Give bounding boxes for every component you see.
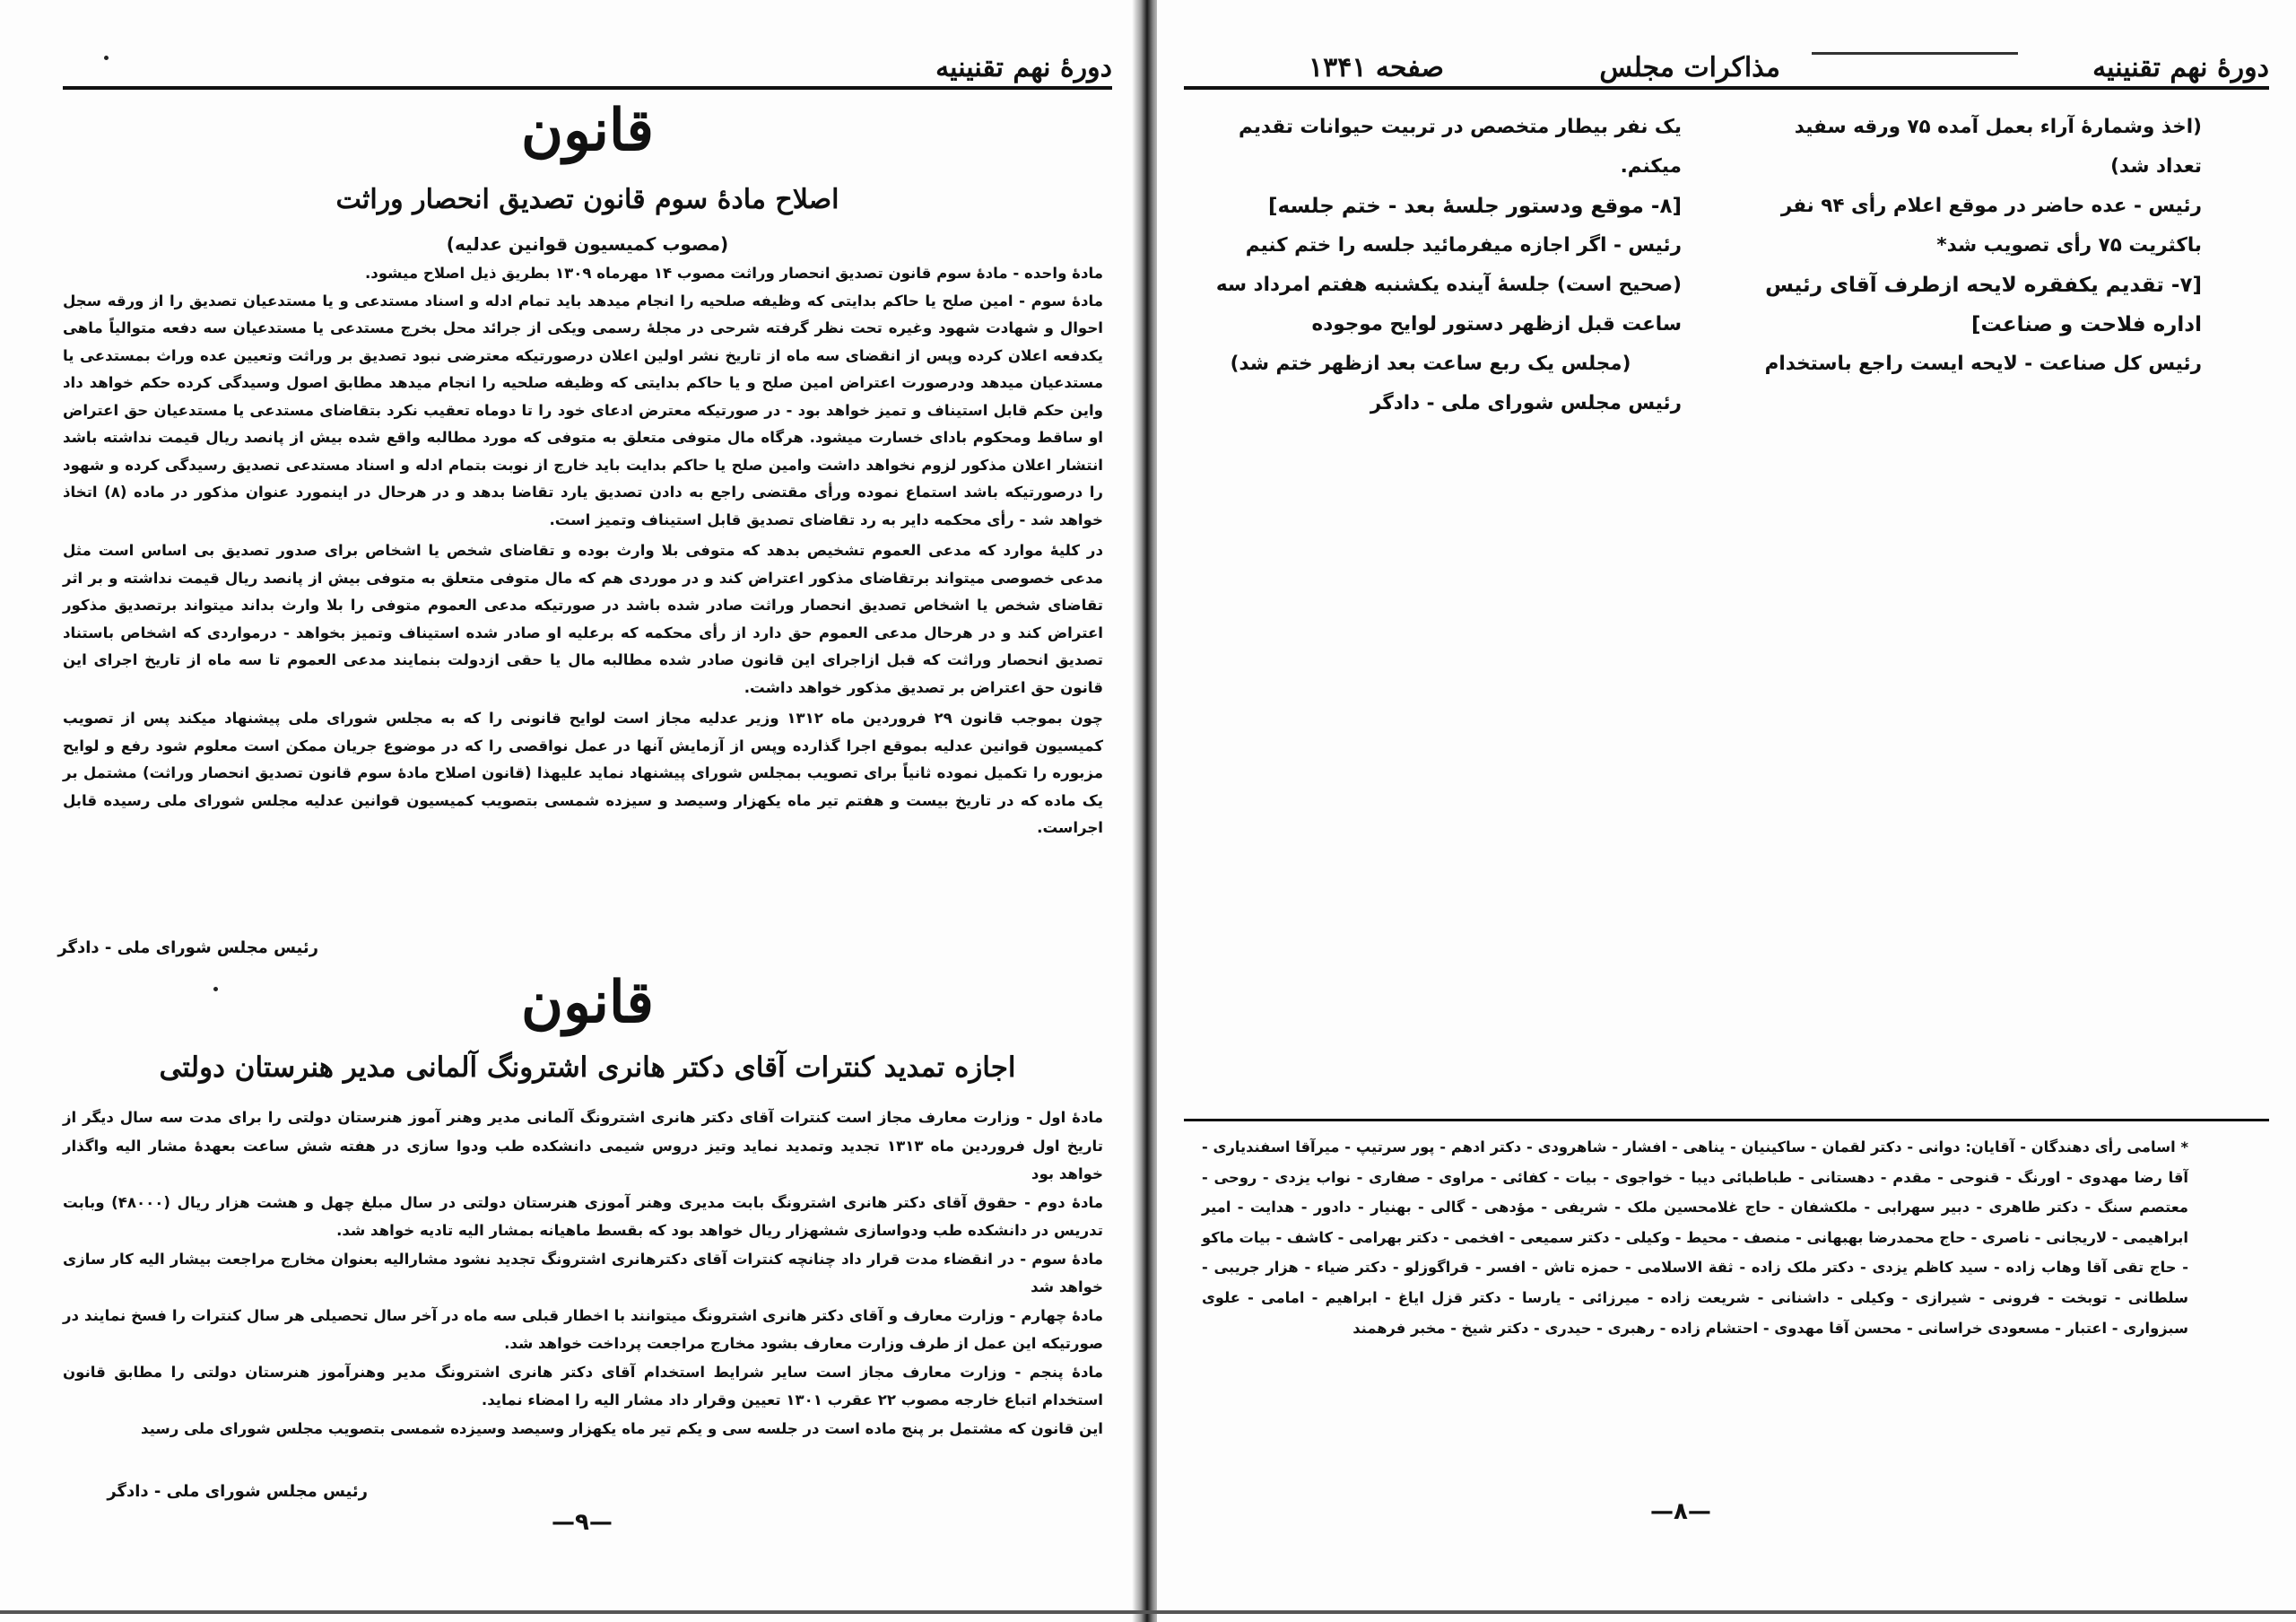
law2-title: اجازه تمدید کنترات آقای دکتر هانری اشترونگ آلمانی مدیر هنرستان دولتی bbox=[159, 1051, 1016, 1084]
footnote-rule bbox=[1184, 1119, 2269, 1121]
law2-heading: قانون bbox=[521, 969, 654, 1036]
right-column-paragraph: رئیس کل صناعت - لایحه ایست راجع باستخدام bbox=[1764, 353, 2202, 375]
law1-body bbox=[63, 260, 1103, 842]
scan-noise bbox=[1812, 52, 2018, 55]
left-header-session: دورهٔ نهم تقنینیه bbox=[935, 52, 1112, 83]
law1-heading: قانون bbox=[521, 97, 654, 164]
left-page bbox=[0, 0, 1139, 1622]
left-page-number: —۹— bbox=[552, 1509, 613, 1536]
left-column-paragraph: یک نفر بیطار متخصص در تربیت حیوانات تقدیم میکنم. bbox=[1239, 116, 1682, 178]
law1-signature: رئیس مجلس شورای ملی - دادگر bbox=[57, 938, 318, 957]
right-header-title: مذاکرات مجلس bbox=[1599, 52, 1780, 83]
law1-paragraph: چون بموجب قانون ۲۹ فروردین ماه ۱۳۱۲ وزیر عدلیه مجاز است لوایح قانونی را که به مجلس شورای ملی پیشنهاد میکند پس از تصویب کمیسیون قوانین عدلیه بموقع اجرا گذارده وپس از آزمایش آنها در عمل نواقصی را که در موضوع جریان ممکن است معلوم شود رفع و لوایح مزبوره را تکمیل نموده ثانیاً برای تصویب بمجلس شورای پیشنهاد نماید علیهذا (قانون اصلاح مادهٔ سوم قانون تصدیق انحصار وراثت) مشتمل بر یک ماده که در تاریخ بیست و هفتم تیر ماه یکهزار وسیصد و سیزده شمسی بتصویب کمیسیون قوانین عدلیه مجلس شورای ملی رسیده قابل اجراست. bbox=[63, 710, 1103, 836]
law2-paragraph: مادهٔ سوم - در انقضاء مدت قرار داد چنانچه کنترات آقای دکترهانری اشترونگ تجدید نشود مشارالیه بعنوان مخارج مراجعت بیشار الیه کار سازی خواهد شد bbox=[63, 1250, 1103, 1295]
scan-bottom-edge bbox=[0, 1610, 2296, 1614]
left-column-signature: رئیس مجلس شورای ملی - دادگر bbox=[1370, 392, 1682, 414]
law2-paragraph: مادهٔ چهارم - وزارت معارف و آقای دکتر هانری اشترونگ میتوانند با اخطار قبلی سه ماه در آخر سال تحصیلی هر سال کنترات را فسخ نمایند در صورتیکه این عمل از طرف وزارت معارف بشود مخارج مراجعت پرداخت خواهد شد. bbox=[63, 1306, 1103, 1352]
law2-paragraph: مادهٔ پنجم - وزارت معارف مجاز است سایر شرایط استخدام آقای دکتر هانری اشترونگ مدیر وهنرآموز هنرستان دولتی را مطابق قانون استخدام اتباع خارجه مصوب ۲۲ عقرب ۱۳۰۱ تعیین وقرار داد مشار الیه را امضاء نماید. bbox=[63, 1363, 1103, 1408]
scan-speck bbox=[213, 987, 218, 991]
left-header-rule bbox=[63, 86, 1112, 90]
law1-approved-note: (مصوب کمیسیون قوانین عدلیه) bbox=[446, 233, 729, 255]
law1-paragraph: مادهٔ سوم - امین صلح یا حاکم بدایتی که وظیفه صلحیه را انجام میدهد باید تمام ادله و اسناد مستدعی و یا مستدعیان تصدیق را از ورقه سجل احوال و شهادت شهود وغیره تحت نظر گرفته شرحی در مجلهٔ رسمی ویکی از جرائد محل بخرج مستدعی یا مستدعیان سه دفعه متوالیاً ماهی یکدفعه اعلان کرده وپس از انقضای سه ماه از تاریخ نشر اولین اعلان درصورتیکه معترضی نبود تصدیق بر وراثت وتعیین عده وراث بمستدعی یا مستدعیان میدهد ودرصورت اعتراض امین صلح و یا حاکم بدایتی که وظیفه صلحیه را انجام میدهد مطابق اصول وسیدگی کرده حکم خواهد داد واین حکم قابل استیناف و تمیز خواهد بود - در صورتیکه معترض ادعای خود را تا دوماه تعقیب نکرد بتقاضای مستدعی یا مستدعیان حق اعتراض او ساقط ومحکوم بادای خسارت میشود. هرگاه مال متوفی متعلق به متوفی که مورد مطالبه واقع شده بیش از پانصد ریال قیمت نداشته باشد انتشار اعلان مذکور لزوم نخواهد داشت وامین صلح یا حاکم بدایت باید خارج از نوبت بتمام ادله و اسناد مستدعی تصدیق رسیدگی کرده و شهود را درصورتیکه باشد استماع نموده ورأی مقتضی راجع به دادن تصدیق یارد تقاضا بدهد و در هرحال در اینمورد عنوان مذکور در ماده (۸) اتخاذ خواهد شد - رأی محکمه دایر به رد تقاضای تصدیق قابل استیناف وتمیز است. bbox=[63, 292, 1103, 528]
right-page-number: —۸— bbox=[1650, 1498, 1711, 1525]
left-column-paragraph: رئیس - اگر اجازه میفرمائید جلسه را ختم کنیم (صحیح است) جلسهٔ آینده یکشنبه هفتم امرداد سه ساعت قبل ازظهر دستور لوایح موجوده bbox=[1215, 234, 1682, 336]
left-page-header bbox=[63, 47, 1112, 88]
law2-paragraph: این قانون که مشتمل بر پنج ماده است در جلسه سی و یکم تیر ماه یکهزار وسیصد وسیزده شمسی بتصویب مجلس شورای ملی رسید bbox=[141, 1419, 1103, 1437]
law2-body bbox=[63, 1103, 1103, 1443]
right-column-section-heading: [۷- تقدیم یکفقره لایحه ازطرف آقای رئیس اداره فلاحت و صناعت] bbox=[1765, 274, 2202, 336]
right-column bbox=[1744, 108, 2202, 384]
right-column-paragraph: رئیس - عده حاضر در موقع اعلام رأی ۹۴ نفر باکثریت ۷۵ رأی تصویب شد* bbox=[1780, 195, 2202, 257]
law1-paragraph: مادهٔ واحده - مادهٔ سوم قانون تصدیق انحصار وراثت مصوب ۱۴ مهرماه ۱۳۰۹ بطریق ذیل اصلاح میشود. bbox=[364, 265, 1103, 282]
right-page-header bbox=[1184, 47, 2269, 88]
right-header-rule bbox=[1184, 86, 2269, 90]
law2-signature: رئیس مجلس شورای ملی - دادگر bbox=[107, 1482, 368, 1501]
law2-paragraph: مادهٔ اول - وزارت معارف مجاز است کنترات آقای دکتر هانری اشترونگ آلمانی مدیر وهنر آموز هنرستان دولتی را برای مدت سه سال دیگر از تاریخ اول فروردین ماه ۱۳۱۳ تجدید وتمدید نماید وتیز دروس شیمی دانشکده طب ودوا سازی در هفته شش ساعت بعهدهٔ مشار الیه واگذار خواهد بود bbox=[63, 1109, 1103, 1182]
voters-footnote bbox=[1202, 1132, 2188, 1343]
voters-list: * اسامی رأی دهندگان - آقایان: دوانی - دکتر لقمان - ساکینیان - یناهی - افشار - شاهرودی - دکتر ادهم - پور سرتیپ - میرآقا اسفندیاری - آقا رضا مهدوی - اورنگ - قنوحی - مقدم - دهستانی - طباطبائی دیبا - خواجوی - بیات - کفائی - مراوی - صفاری - نواب یزدی - روحی - معتصم سنگ - دکتر طاهری - دبیر سهرابی - ملکشفان - حاج غلامحسین ملک - شریفی - مؤدهی - گالی - بهنیار - دادور - هدایت - امیر ابراهیمی - لاریجانی - ناصری - حاج محمدرضا بهبهانی - منصف - محیط - وکیلی - دکتر سمیعی - افخمی - دکتر بهرامی - کاشف - بیات ماکو - حاج تقی آقا وهاب زاده - سید کاظم یزدی - دکتر ملک زاده - ثقة الاسلامی - حمزه تاش - افسر - قراگوزلو - دکتر ضیاء - هزار جریبی - سلطانی - توبخت - فرونی - شیرازی - وکیلی - داشنانی - شریعت زاده - میرزائی - یارسا - دکتر قزل ایاغ - ابراهیم - امامی - علوی سبزواری - اعتبار - مسعودی خراسانی - محسن آقا مهدوی - احتشام زاده - رهبری - حیدری - دکتر شیخ - مخبر فرهمند bbox=[1202, 1138, 2188, 1337]
left-column-closing-note: (مجلس یک ربع ساعت بعد ازظهر ختم شد) bbox=[1230, 353, 1631, 375]
right-header-page: صفحه ۱۳۴۱ bbox=[1309, 52, 1444, 83]
scan-speck bbox=[104, 56, 109, 60]
law1-title: اصلاح مادهٔ سوم قانون تصدیق انحصار وراثت bbox=[335, 184, 839, 215]
law2-paragraph: مادهٔ دوم - حقوق آقای دکتر هانری اشترونگ بابت مدیری وهنر آموزی هنرستان دولتی در سال مبلغ چهل و هشت هزار ریال (۴۸۰۰۰) وبابت تدریس در دانشکده طب ودواسازی ششهزار ریال خواهد بود که بقسط ماهیانه بمشار الیه تادیه خواهد شد. bbox=[63, 1193, 1103, 1239]
right-column-paragraph: (اخذ وشمارهٔ آراء بعمل آمده ۷۵ ورقه سفید تعداد شد) bbox=[1794, 116, 2202, 178]
right-header-session: دورهٔ نهم تقنینیه bbox=[2092, 52, 2269, 83]
right-page bbox=[1157, 0, 2296, 1622]
law1-paragraph: در کلیهٔ موارد که مدعی العموم تشخیص بدهد که متوفی بلا وارث بوده و تقاضای شخص یا اشخاص برای صدور تصدیق بی اساس است مثل مدعی خصوصی میتواند برتقاضای مذکور اعتراض کند و در موردی هم که مال متوفی متعلق به متوفی بیش از پانصد ریال قیمت نداشته و بر اثر تقاضای شخص یا اشخاص تصدیق انحصار وراثت صادر شده باشد در صورتیکه مدعی العموم متوفی را بلا وارث بداند میتواند برتصدیق مذکور اعتراض کند و در هرحال مدعی العموم حق دارد از رأی محکمه که برعلیه او صادر شده استیناف وتمیز بخواهد - درمواردی که اشخاص باستناد تصدیق انحصار وراثت که قبل ازاجرای این قانون صادر شده مطالبه مال یا حقی ازدولت بنمایند مدعی العموم تا سه ماه از تاریخ اجرای این قانون حق اعتراض بر تصدیق مذکور خواهد داشت. bbox=[63, 542, 1103, 696]
left-column-section-heading: [۸- موقع ودستور جلسهٔ بعد - ختم جلسه] bbox=[1268, 195, 1682, 218]
left-column bbox=[1179, 108, 1682, 423]
